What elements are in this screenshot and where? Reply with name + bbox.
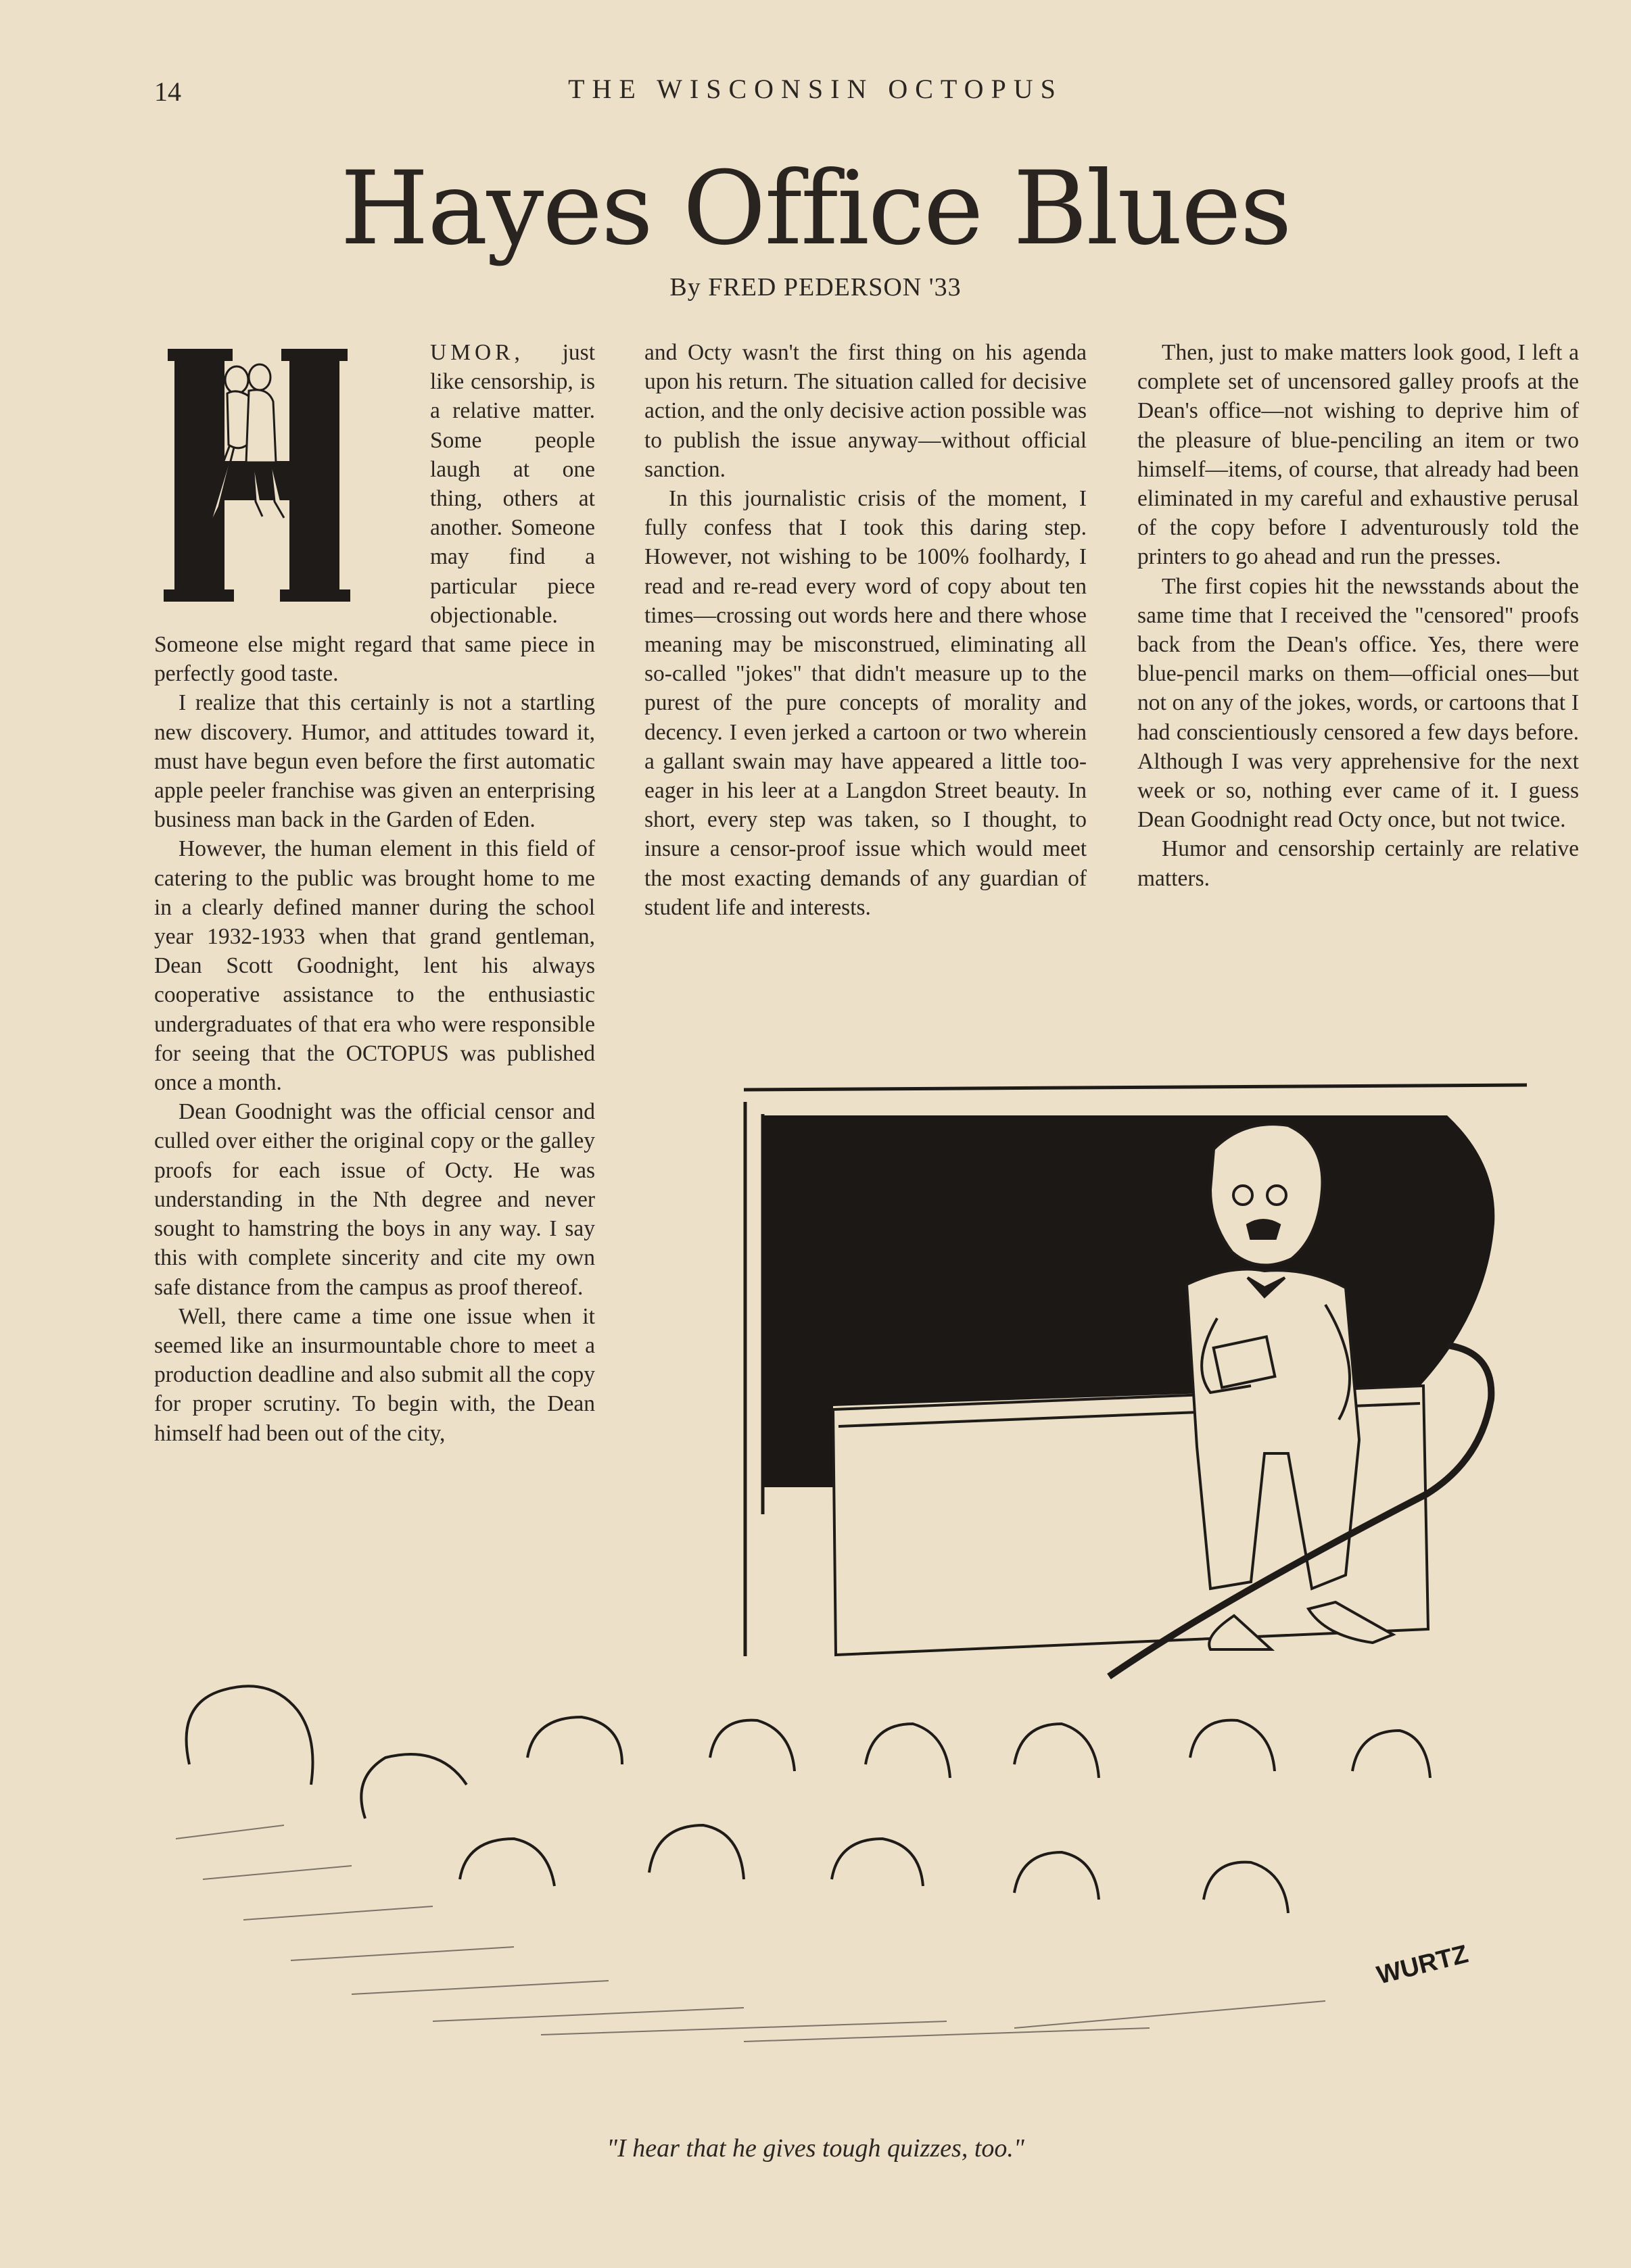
hatching bbox=[176, 1825, 1325, 2042]
page-number: 14 bbox=[154, 76, 181, 107]
byline: By FRED PEDERSON '33 bbox=[669, 273, 962, 301]
lead-text: just like censorship, is a relative matter. Some people laugh at one thing, others at another. Someone may find a particular piece objectionable. Someone else might regard that same piece in perfectly good taste. bbox=[154, 340, 595, 687]
paragraph: and Octy wasn't the first thing on his agenda upon his return. The situation called for decisive action, and the only decisive action possible was to publish the issue anyway—without official sanction. bbox=[644, 340, 1087, 482]
paragraph: I realize that this certainly is not a startling new discovery. Humor, and attitudes toward it, must have begun even before the first automatic apple peeler franchise was given an enterprising business man back in the Garden of Eden. bbox=[154, 690, 595, 833]
drop-cap-letter: H bbox=[189, 606, 190, 607]
paragraph: In this journalistic crisis of the moment, I fully confess that I took this daring step. However, not wishing to be 100% foolhardy, I read and re-read every word of copy about ten times—crossing out words here and there whose meaning may be misconstrued, eliminating all so-called "jokes" that didn't measure up to the purest of the pure concepts of morality and decency. I even jerked a cartoon or two wherein a gallant swain may have appeared a little too-eager in his leer at a Langdon Street beauty. In short, every step was taken, so I thought, to insure a censor-proof issue which would meet the most exacting demands of any guardian of student life and interests. bbox=[644, 486, 1087, 920]
cartoon-caption: "I hear that he gives tough quizzes, too." bbox=[607, 2134, 1024, 2163]
paragraph: Then, just to make matters look good, I left a complete set of uncensored galley proofs at the Dean's office—not wishing to deprive him of the pleasure of blue-penciling an item or two himself—items, of course, that already had been eliminated in my careful and exhaustive perusal of the copy before I adventurously told the printers to go ahead and run the presses. bbox=[1137, 340, 1579, 570]
cartoon-signature: WURTZ bbox=[1374, 1939, 1471, 1990]
paragraph: Well, there came a time one issue when it seemed like an insurmountable chore to meet a production deadline and also submit all the copy for proper scrutiny. To begin with, the Dean himself had been out of the city, bbox=[154, 1303, 595, 1446]
lead-smallcaps: UMOR, bbox=[430, 340, 524, 365]
paragraph: Dean Goodnight was the official censor and culled over either the original copy or the galley proofs for each issue of Octy. He was understanding in the Nth degree and never sought to hamstring the boys in any way. I say this with complete sincerity and cite my own safe distance from the campus as proof thereof. bbox=[154, 1099, 595, 1300]
running-head: THE WISCONSIN OCTOPUS bbox=[568, 74, 1063, 104]
paragraph: The first copies hit the newsstands about the same time that I received the "censored" proofs back from the Dean's office. Yes, there were blue-pencil marks on them—official ones—but not on any of the jokes, words, or cartoons that I had conscientiously censored a few days before. Although I was very apprehensive for the next week or so, nothing ever came of it. I guess Dean Goodnight read Octy once, but not twice. bbox=[1137, 573, 1579, 833]
paragraph: However, the human element in this field of catering to the public was brought home to me in a clearly defined manner during the school year 1932-1933 when that grand gentleman, Dean Scott Goodnight, lent his always cooperative assistance to the enthusiastic undergraduates of that era who were responsible for seeing that the OCTOPUS was published once a month. bbox=[154, 836, 595, 1096]
audience bbox=[187, 1686, 1430, 1913]
article-title: Hayes Office Blues bbox=[340, 150, 1291, 268]
paragraph: Humor and censorship certainly are relative matters. bbox=[1137, 836, 1579, 891]
